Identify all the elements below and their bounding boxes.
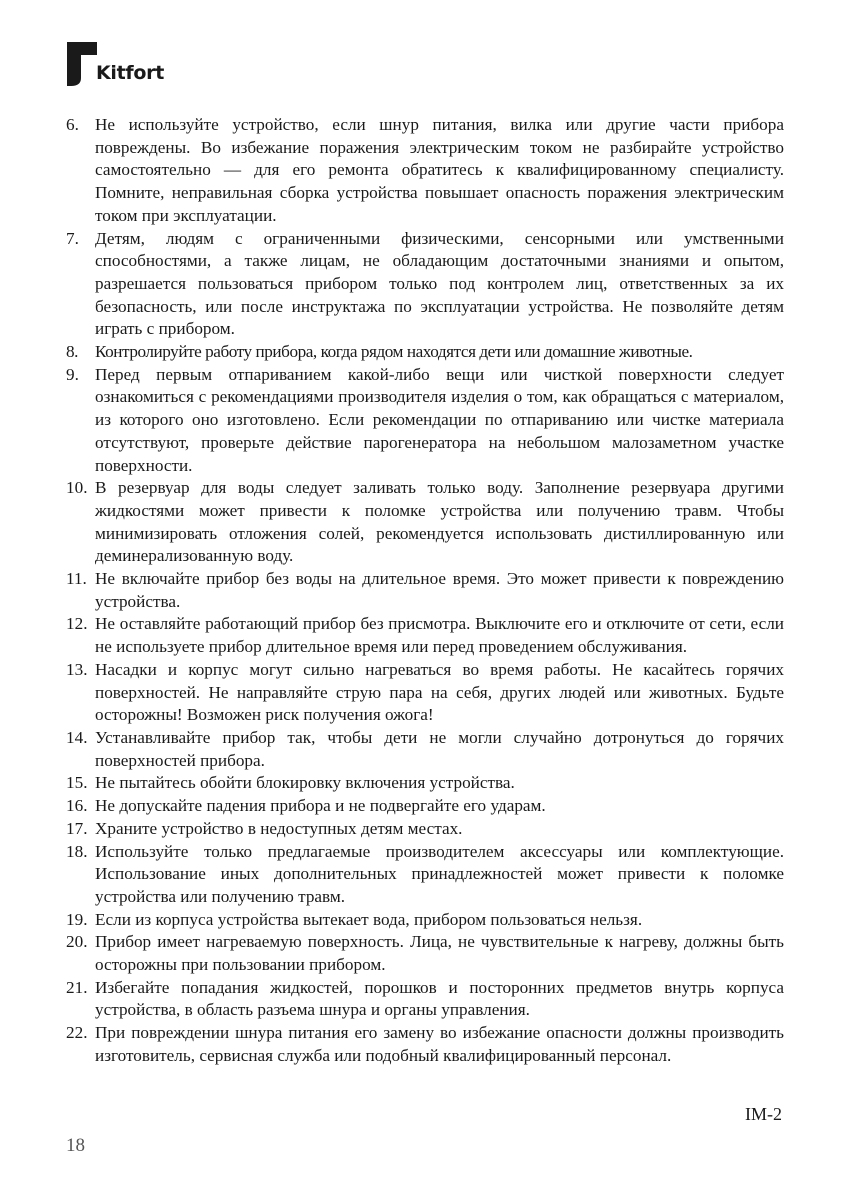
safety-instructions — [66, 114, 784, 1068]
item-number: 12. — [66, 614, 88, 634]
item-text: При повреждении шнура питания его замену во избежание опасности должны производить изготовитель, сервисная служба или подобный квалифицированный персонал. — [95, 1023, 784, 1065]
item-text: Храните устройство в недоступных детям местах. — [95, 818, 463, 838]
document-code: IM-2 — [745, 1104, 782, 1124]
list-item — [66, 613, 784, 658]
item-text: Если из корпуса устройства вытекает вода, прибором пользоваться нельзя. — [95, 909, 643, 929]
item-number: 9. — [66, 364, 79, 384]
item-number: 21. — [66, 977, 88, 997]
list-item — [66, 341, 784, 364]
item-text: Не используйте устройство, если шнур питания, вилка или другие части прибора повреждены. Во избежание поражения электрическим током не разбирайте устройство самостоятельно — для его ремонта обратитесь к квалифицированному специалисту. Помните, неправильная сборка устройства повышает опасность поражения электрическим током при эксплуатации. — [95, 115, 784, 225]
list-item — [66, 568, 784, 613]
list-item — [66, 114, 784, 228]
item-number: 8. — [66, 342, 78, 362]
item-number: 15. — [66, 773, 88, 793]
list-item — [66, 228, 784, 342]
list-item — [66, 364, 784, 478]
item-number: 20. — [66, 932, 88, 952]
item-text: Не включайте прибор без воды на длительное время. Это может привести к повреждению устройства. — [95, 569, 784, 611]
list-item — [66, 909, 784, 932]
list-item — [66, 659, 784, 727]
item-text: Не пытайтесь обойти блокировку включения устройства. — [95, 773, 515, 793]
item-number: 18. — [66, 841, 88, 861]
item-text: Прибор имеет нагреваемую поверхность. Лица, не чувствительные к нагреву, должны быть осторожны при пользовании прибором. — [95, 932, 784, 975]
list-item — [66, 477, 784, 568]
item-number: 17. — [66, 818, 88, 838]
item-number: 10. — [66, 478, 88, 498]
kitfort-logo-icon — [67, 42, 99, 86]
item-text: Устанавливайте прибор так, чтобы дети не могли случайно дотронуться до горячих поверхностей прибора. — [95, 727, 784, 770]
page-number: 18 — [66, 1135, 85, 1156]
item-text: Избегайте попадания жидкостей, порошков и посторонних предметов внутрь корпуса устройства, в область разъема шнура и органы управления. — [95, 977, 784, 1020]
item-text: Детям, людям с ограниченными физическими, сенсорными или умственными способностями, а также лицам, не обладающим достаточными знаниями и опытом, разрешается пользоваться прибором только под контролем лиц, ответственных за их безопасность, или после инструктажа по эксплуатации устройства. Не позволяйте детям играть с прибором. — [95, 228, 784, 339]
item-text: Контролируйте работу прибора, когда рядом находятся дети или домашние животные. — [95, 342, 693, 362]
item-text: Не допускайте падения прибора и не подвергайте его ударам. — [95, 796, 546, 816]
list-item — [66, 931, 784, 976]
item-number: 6. — [66, 115, 79, 134]
item-number: 16. — [66, 796, 88, 816]
item-number: 14. — [66, 727, 88, 747]
item-text: Насадки и корпус могут сильно нагреваться во время работы. Не касайтесь горячих поверхностей. Не направляйте струю пара на себя, других людей или животных. Будьте осторожны! Возможен риск получения ожога! — [95, 659, 784, 725]
list-item — [66, 977, 784, 1022]
item-number: 19. — [66, 909, 88, 929]
item-number: 13. — [66, 659, 88, 679]
item-number: 11. — [66, 569, 87, 589]
item-text: Используйте только предлагаемые производителем аксессуары или комплектующие. Использование иных дополнительных принадлежностей может привести к поломке устройства или получению травм. — [95, 841, 784, 906]
list-item — [66, 727, 784, 772]
list-item — [66, 841, 784, 909]
item-number: 22. — [66, 1023, 88, 1043]
list-item — [66, 818, 784, 841]
item-text: Не оставляйте работающий прибор без присмотра. Выключите его и отключите от сети, если не используете прибор длительное время или перед проведением обслуживания. — [95, 614, 784, 657]
brand-logo — [67, 42, 177, 90]
list-item — [66, 772, 784, 795]
item-text: В резервуар для воды следует заливать только воду. Заполнение резервуара другими жидкостями может привести к поломке устройства или получению травм. Чтобы минимизировать отложения солей, рекомендуется использовать дистиллированную или деминерализованную воду. — [95, 478, 784, 566]
list-item — [66, 1022, 784, 1067]
instruction-list — [66, 114, 784, 1068]
item-text: Перед первым отпариванием какой-либо вещи или чисткой поверхности следует ознакомиться с рекомендациями производителя изделия о том, как обращаться с материалом, из которого оно изготовлено. Если рекомендации по отпариванию или чистке материала отсутствуют, проверьте действие парогенератора на небольшом малозаметном участке поверхности. — [95, 364, 784, 475]
item-number: 7. — [66, 228, 79, 248]
brand-name: Kitfort — [96, 62, 164, 84]
list-item — [66, 795, 784, 818]
